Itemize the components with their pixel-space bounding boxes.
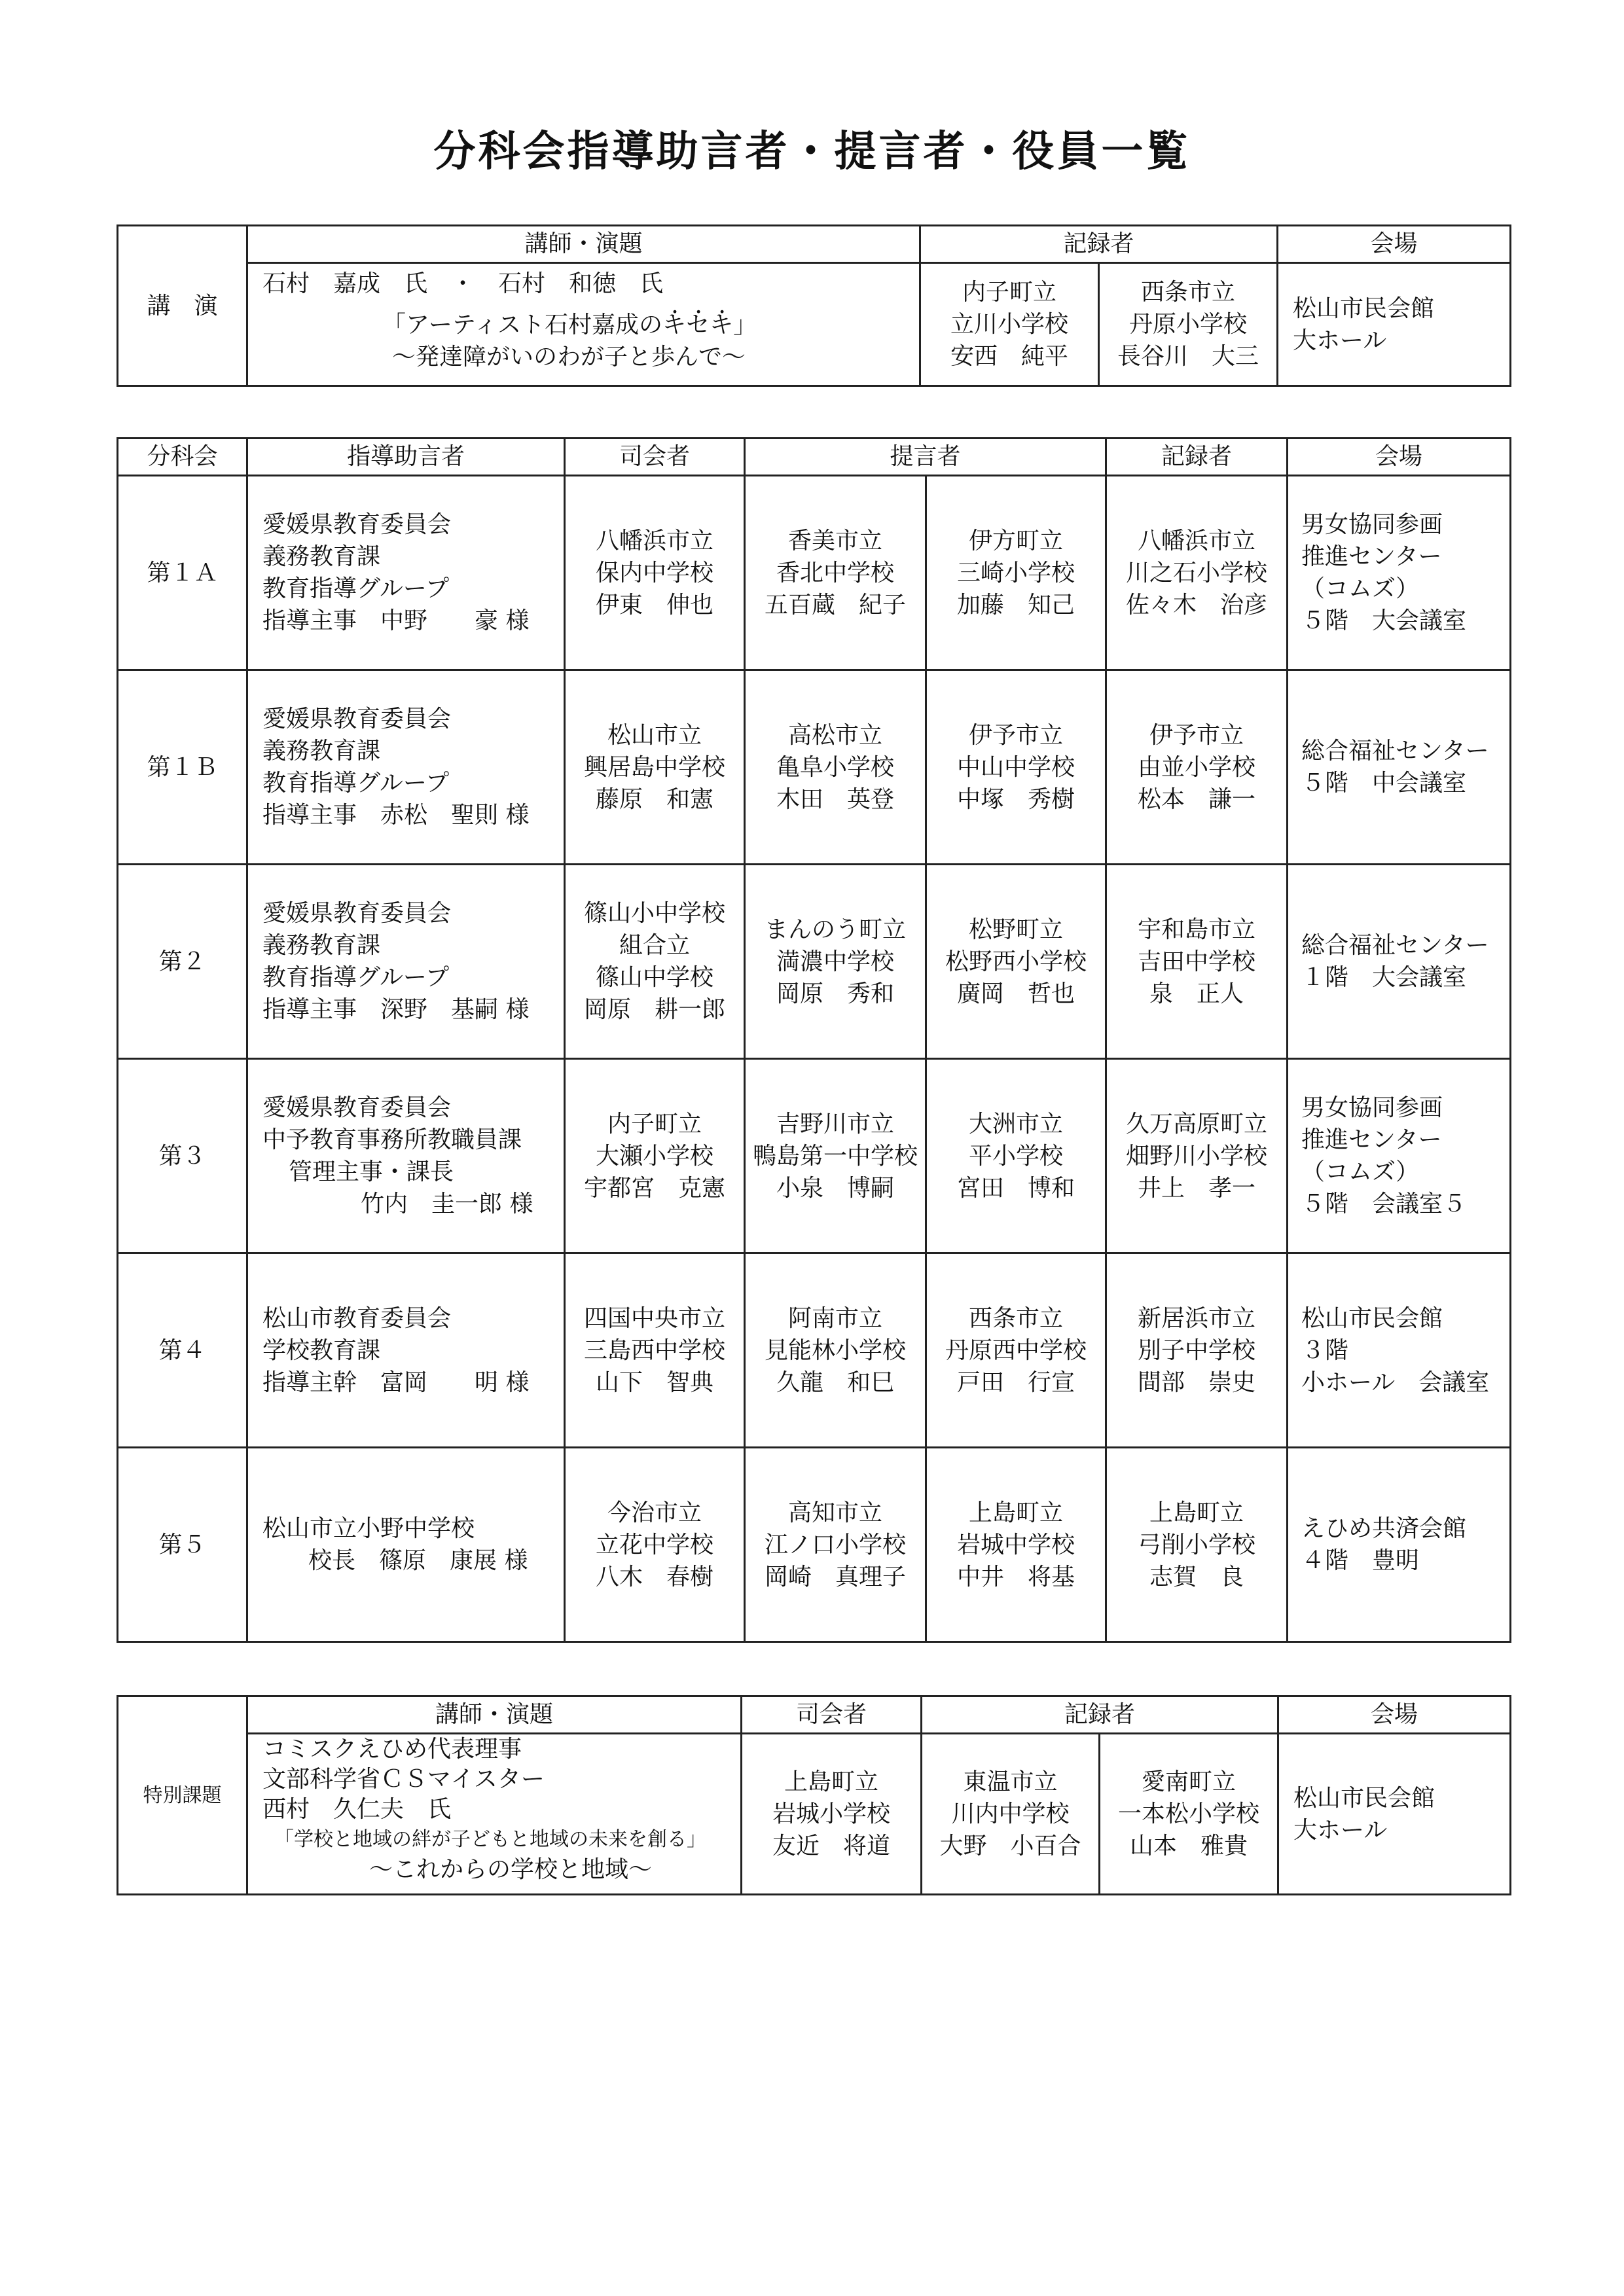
lecture-topic-suffix: 」 [733, 312, 757, 338]
recorder-cell [1106, 865, 1288, 1059]
venue-cell [1288, 1253, 1511, 1448]
special-header-row [118, 1696, 1511, 1734]
page-title: 分科会指導助言者・提言者・役員一覧 [433, 127, 1191, 176]
special-topic-line2: ～これからの学校と地域～ [369, 1856, 653, 1883]
special-recorder-1 [922, 1734, 1100, 1895]
chair-line: 八木 春樹 [595, 1563, 713, 1590]
proposer-line: 久龍 和巳 [776, 1369, 894, 1396]
venue-line: 男女協同参画 [1301, 1094, 1443, 1121]
proposer-line: 戸田 行宣 [957, 1369, 1075, 1396]
proposer-line: 香北中学校 [776, 559, 894, 586]
venue-line: ５階 大会議室 [1301, 607, 1467, 634]
special-chair-line: 上島町立 [784, 1768, 878, 1795]
advisor-line: 愛媛県教育委員会 [262, 511, 452, 538]
recorder-cell [1106, 1059, 1288, 1253]
sessions-header-row [118, 439, 1511, 476]
proposer-line: 高松市立 [787, 721, 882, 749]
lecture-venue [1278, 263, 1511, 386]
lecture-topic-line2: ～発達障がいのわが子と歩んで～ [392, 344, 746, 370]
lecture-header-speaker-topic: 講師・演題 [247, 226, 920, 263]
proposer-cell-1 [745, 476, 926, 670]
proposer-line: 三崎小学校 [957, 559, 1075, 586]
venue-line: ４階 豊明 [1301, 1547, 1420, 1574]
lecture-speaker-topic-cell [247, 263, 920, 386]
session-name: 第５ [118, 1448, 247, 1642]
special-header-recorder: 記録者 [922, 1696, 1278, 1734]
advisor-line: 教育指導グループ [262, 964, 450, 991]
proposer-line: 加藤 知己 [957, 591, 1075, 619]
proposer-line: 松野町立 [969, 916, 1064, 943]
advisor-cell [247, 476, 565, 670]
lecture-topic-line1 [248, 309, 919, 341]
proposer-line: 鴨島第一中学校 [752, 1142, 918, 1170]
advisor-line: 管理主事・課長 [289, 1158, 454, 1185]
emphasis-char-3: ・ キ [710, 312, 733, 338]
proposer-cell-2 [926, 865, 1106, 1059]
venue-line: ５階 会議室５ [1301, 1191, 1467, 1217]
table-row [118, 1059, 1511, 1253]
recorder-line: 上島町立 [1149, 1499, 1244, 1526]
advisor-line: 義務教育課 [262, 738, 381, 764]
proposer-line: 松野西小学校 [945, 948, 1087, 975]
proposer-cell-2 [926, 670, 1106, 865]
header-proposer: 提言者 [745, 439, 1106, 476]
chair-cell [565, 865, 745, 1059]
special-recorder-line: 大野 小百合 [939, 1833, 1081, 1859]
proposer-line: 亀阜小学校 [776, 753, 894, 781]
emphasis-char-1: ・ キ [662, 312, 686, 338]
recorder-line: 川之石小学校 [1126, 559, 1268, 586]
proposer-line: 阿南市立 [787, 1304, 882, 1332]
proposer-line: 伊予市立 [969, 721, 1064, 749]
special-recorder-line: 東温市立 [963, 1768, 1058, 1795]
recorder-cell [1106, 1253, 1288, 1448]
recorder-line: 八幡浜市立 [1138, 527, 1256, 554]
venue-cell [1288, 1059, 1511, 1253]
chair-line: 松山市立 [607, 721, 702, 749]
header-session: 分科会 [118, 439, 247, 476]
proposer-cell-2 [926, 1253, 1106, 1448]
proposer-line: 五百蔵 紀子 [764, 591, 906, 619]
special-recorder-line: 山本 雅貴 [1130, 1833, 1248, 1859]
proposer-line: 上島町立 [969, 1499, 1064, 1526]
special-chair-line: 友近 将道 [772, 1833, 890, 1859]
chair-line: 山下 智典 [595, 1369, 713, 1396]
recorder-line: 由並小学校 [1138, 753, 1256, 781]
session-name: 第２ [118, 865, 247, 1059]
chair-line: 岡原 耕一郎 [583, 996, 725, 1023]
chair-line: 大瀬小学校 [595, 1142, 713, 1170]
header-venue: 会場 [1288, 439, 1511, 476]
recorder-line: 久万高原町立 [1126, 1110, 1268, 1138]
advisor-line: 義務教育課 [262, 932, 381, 959]
chair-line: 三島西中学校 [583, 1336, 725, 1364]
proposer-line: 岡崎 真理子 [764, 1563, 906, 1590]
proposer-line: 中井 将基 [957, 1563, 1075, 1590]
proposer-cell-1 [745, 1059, 926, 1253]
recorder-cell [1106, 670, 1288, 865]
special-speaker-line: 西村 久仁夫 氏 [262, 1796, 452, 1823]
proposer-line: 廣岡 哲也 [957, 980, 1075, 1007]
session-name: 第１Ａ [118, 476, 247, 670]
recorder-line: 弓削小学校 [1138, 1531, 1256, 1558]
chair-cell [565, 1059, 745, 1253]
advisor-cell [247, 865, 565, 1059]
advisor-line: 校長 篠原 康展 様 [308, 1547, 528, 1574]
chair-line: 今治市立 [607, 1499, 702, 1526]
proposer-line: 岡原 秀和 [776, 980, 894, 1007]
advisor-line: 指導主事 中野 豪 様 [262, 607, 530, 634]
proposer-line: 岩城中学校 [957, 1531, 1075, 1558]
special-venue-line: 大ホール [1293, 1816, 1388, 1844]
special-header-venue: 会場 [1278, 1696, 1511, 1734]
chair-line: 内子町立 [607, 1110, 702, 1138]
advisor-line: 学校教育課 [262, 1336, 381, 1364]
recorder-cell [1106, 1448, 1288, 1642]
special-header-chair: 司会者 [742, 1696, 922, 1734]
advisor-line: 指導主事 深野 基嗣 様 [262, 996, 530, 1023]
special-recorder-line: 川内中学校 [951, 1801, 1070, 1827]
session-name: 第３ [118, 1059, 247, 1253]
advisor-cell [247, 1253, 565, 1448]
proposer-line: 高知市立 [787, 1499, 882, 1526]
special-recorder-2 [1100, 1734, 1278, 1895]
venue-line: （コムズ） [1301, 1158, 1420, 1185]
recorder-line: 泉 正人 [1149, 980, 1244, 1007]
header-chair: 司会者 [565, 439, 745, 476]
venue-line: ５階 中会議室 [1301, 770, 1467, 797]
recorder-line: 間部 崇史 [1138, 1369, 1256, 1396]
sessions-table [117, 437, 1511, 1643]
recorder-line: 志賀 良 [1149, 1563, 1244, 1590]
chair-line: 篠山中学校 [595, 964, 713, 991]
recorder-line: 別子中学校 [1138, 1336, 1256, 1364]
proposer-cell-1 [745, 865, 926, 1059]
advisor-cell [247, 1059, 565, 1253]
venue-line: 総合福祉センター [1301, 738, 1489, 764]
advisor-cell [247, 1448, 565, 1642]
proposer-cell-2 [926, 1059, 1106, 1253]
chair-line: 藤原 和憲 [595, 785, 713, 813]
advisor-line: 教育指導グループ [262, 575, 450, 602]
advisor-line: 義務教育課 [262, 543, 381, 570]
chair-line: 興居島中学校 [583, 753, 725, 781]
proposer-line: 平小学校 [969, 1142, 1064, 1170]
proposer-line: 香美市立 [787, 527, 882, 554]
table-row [118, 1448, 1511, 1642]
table-row [118, 865, 1511, 1059]
lecture-recorder-2-name: 長谷川 大三 [1117, 343, 1259, 370]
chair-cell [565, 670, 745, 865]
lecture-speakers: 石村 嘉成 氏 ・ 石村 和徳 氏 [262, 270, 664, 297]
proposer-line: 伊方町立 [969, 527, 1064, 554]
advisor-line: 指導主事 赤松 聖則 様 [262, 802, 530, 829]
lecture-recorder-1 [920, 263, 1099, 386]
recorder-line: 吉田中学校 [1138, 948, 1256, 975]
recorder-line: 佐々木 治彦 [1126, 591, 1268, 619]
proposer-line: まんのう町立 [764, 916, 906, 943]
proposer-line: 西条市立 [969, 1304, 1064, 1332]
proposer-line: 中塚 秀樹 [957, 785, 1075, 813]
table-row [118, 476, 1511, 670]
table-row [118, 670, 1511, 865]
special-label: 特別課題 [118, 1696, 247, 1895]
venue-line: 松山市民会館 [1301, 1304, 1443, 1332]
proposer-line: 丹原西中学校 [945, 1336, 1087, 1364]
venue-line: 推進センター [1301, 543, 1442, 570]
advisor-line: 松山市教育委員会 [262, 1304, 452, 1332]
proposer-line: 大洲市立 [969, 1110, 1064, 1138]
header-advisor: 指導助言者 [247, 439, 565, 476]
recorder-line: 新居浜市立 [1138, 1304, 1256, 1332]
chair-line: 宇都宮 克憲 [583, 1174, 725, 1202]
recorder-line: 畑野川小学校 [1126, 1142, 1268, 1170]
lecture-recorder-2-school: 丹原小学校 [1129, 311, 1248, 338]
special-venue [1278, 1734, 1511, 1895]
venue-line: 推進センター [1301, 1126, 1442, 1153]
advisor-line: 指導主幹 富岡 明 様 [262, 1369, 530, 1396]
session-name: 第４ [118, 1253, 247, 1448]
lecture-venue-line2: 大ホール [1293, 327, 1387, 354]
emphasis-char-2: ・ セ [686, 312, 710, 338]
header-recorder: 記録者 [1106, 439, 1288, 476]
special-speaker-line: コミスクえひめ代表理事 [262, 1736, 522, 1763]
lecture-recorder-1-name: 安西 純平 [950, 343, 1068, 370]
proposer-line: 江ノ口小学校 [764, 1531, 906, 1558]
advisor-line: 愛媛県教育委員会 [262, 900, 452, 927]
venue-line: 男女協同参画 [1301, 511, 1443, 538]
recorder-line: 伊予市立 [1149, 721, 1244, 749]
venue-cell [1288, 865, 1511, 1059]
proposer-cell-2 [926, 1448, 1106, 1642]
chair-cell [565, 1253, 745, 1448]
proposer-line: 見能林小学校 [764, 1336, 906, 1364]
session-name: 第１Ｂ [118, 670, 247, 865]
special-table [117, 1695, 1511, 1895]
lecture-table [117, 224, 1511, 387]
venue-line: １階 大会議室 [1301, 964, 1467, 991]
venue-line: 総合福祉センター [1301, 932, 1489, 959]
special-recorder-line: 愛南町立 [1142, 1768, 1236, 1795]
advisor-line: 愛媛県教育委員会 [262, 1094, 452, 1121]
chair-cell [565, 1448, 745, 1642]
venue-line: 小ホール 会議室 [1301, 1369, 1490, 1396]
special-speaker-line: 文部科学省ＣＳマイスター [262, 1766, 545, 1793]
special-speaker-topic-cell [247, 1734, 742, 1895]
advisor-cell [247, 670, 565, 865]
special-recorder-line: 一本松小学校 [1118, 1801, 1260, 1827]
proposer-line: 中山中学校 [957, 753, 1075, 781]
special-chair-cell [742, 1734, 922, 1895]
chair-line: 保内中学校 [595, 559, 713, 586]
proposer-cell-2 [926, 476, 1106, 670]
advisor-line: 中予教育事務所教職員課 [262, 1126, 522, 1153]
proposer-cell-1 [745, 670, 926, 865]
chair-cell [565, 476, 745, 670]
advisor-line: 教育指導グループ [262, 770, 450, 797]
proposer-line: 小泉 博嗣 [776, 1174, 894, 1202]
venue-cell [1288, 476, 1511, 670]
proposer-line: 宮田 博和 [957, 1174, 1075, 1202]
special-venue-line: 松山市民会館 [1293, 1784, 1435, 1812]
chair-line: 八幡浜市立 [595, 527, 713, 554]
proposer-line: 吉野川市立 [776, 1110, 894, 1138]
lecture-recorder-1-school: 立川小学校 [950, 311, 1068, 338]
recorder-line: 宇和島市立 [1138, 916, 1256, 943]
chair-line: 立花中学校 [595, 1531, 713, 1558]
venue-cell [1288, 670, 1511, 865]
special-topic-line1: 「学校と地域の絆が子どもと地域の未来を創る」 [274, 1828, 706, 1851]
lecture-header-venue: 会場 [1278, 226, 1511, 263]
venue-line: （コムズ） [1301, 575, 1420, 602]
chair-line: 伊東 伸也 [595, 591, 713, 619]
lecture-topic-prefix: 「アーティスト石村嘉成の [382, 312, 663, 338]
special-header-speaker-topic: 講師・演題 [247, 1696, 742, 1734]
special-chair-line: 岩城小学校 [772, 1801, 890, 1827]
special-body-row [118, 1734, 1511, 1895]
venue-cell [1288, 1448, 1511, 1642]
chair-line: 組合立 [619, 932, 690, 959]
recorder-line: 松本 謙一 [1138, 785, 1256, 813]
lecture-recorder-1-city: 内子町立 [962, 279, 1056, 306]
advisor-line: 竹内 圭一郎 様 [361, 1191, 533, 1217]
lecture-venue-line1: 松山市民会館 [1293, 295, 1435, 322]
proposer-cell-1 [745, 1448, 926, 1642]
venue-line: ３階 [1301, 1336, 1349, 1364]
chair-line: 四国中央市立 [583, 1304, 725, 1332]
proposer-line: 満濃中学校 [776, 948, 894, 975]
lecture-recorder-2 [1099, 263, 1278, 386]
lecture-recorder-2-city: 西条市立 [1141, 279, 1236, 306]
lecture-header-recorder: 記録者 [920, 226, 1278, 263]
lecture-body-row [118, 263, 1511, 386]
advisor-line: 松山市立小野中学校 [262, 1515, 475, 1542]
proposer-line: 木田 英登 [776, 785, 894, 813]
advisor-line: 愛媛県教育委員会 [262, 706, 452, 732]
chair-line: 篠山小中学校 [583, 900, 725, 927]
recorder-cell [1106, 476, 1288, 670]
venue-line: えひめ共済会館 [1301, 1515, 1467, 1542]
lecture-header-row [118, 226, 1511, 263]
proposer-cell-1 [745, 1253, 926, 1448]
table-row [118, 1253, 1511, 1448]
lecture-label: 講 演 [118, 226, 247, 386]
recorder-line: 井上 孝一 [1138, 1174, 1256, 1202]
